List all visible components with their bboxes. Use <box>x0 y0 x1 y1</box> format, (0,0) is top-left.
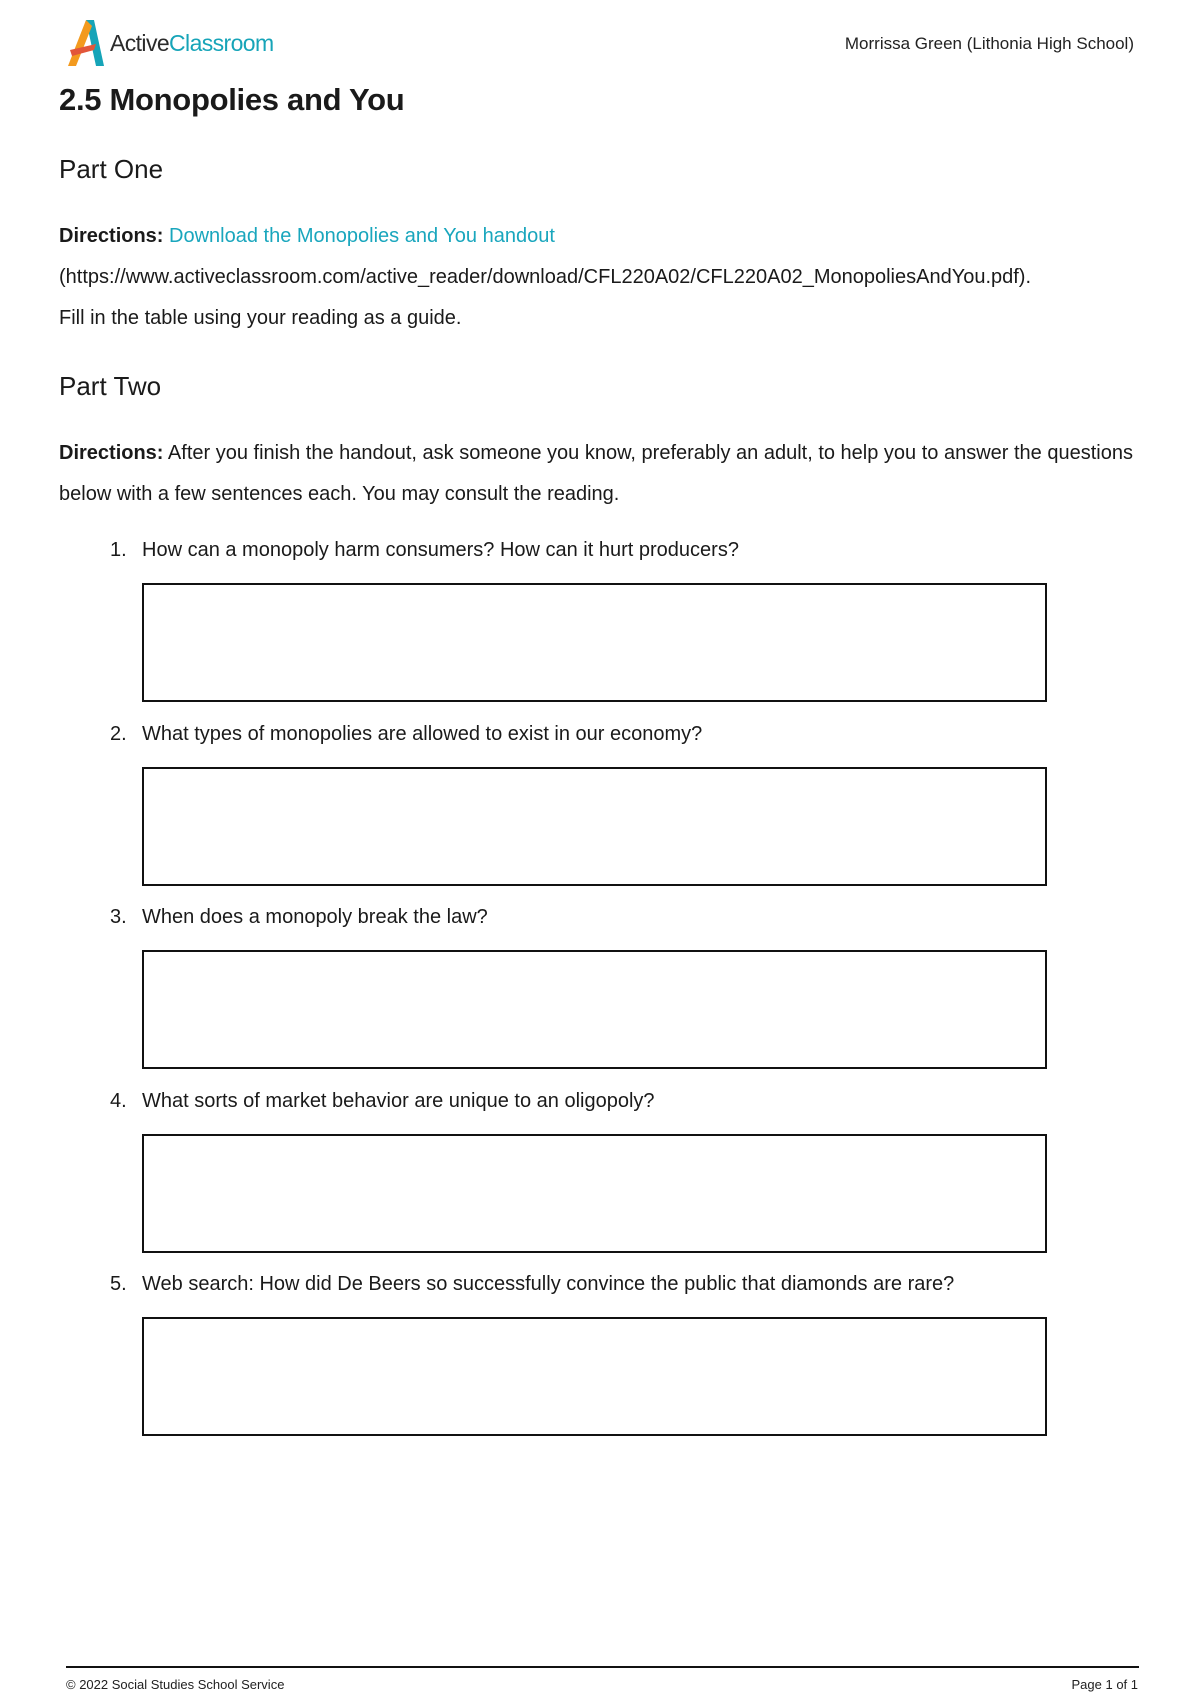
page-header <box>0 0 1200 80</box>
question-text: What types of monopolies are allowed to exist in our economy? <box>142 723 703 745</box>
directions-label: Directions: <box>59 225 164 247</box>
part-one-instruction: Fill in the table using your reading as a guide. <box>59 307 462 329</box>
handout-download-link[interactable]: Download the Monopolies and You handout <box>169 225 555 247</box>
answer-box-1[interactable] <box>142 583 1047 702</box>
directions-label: Directions: <box>59 442 164 464</box>
footer-page-number: Page 1 of 1 <box>1071 1677 1138 1692</box>
student-name: Morrissa Green (Lithonia High School) <box>844 34 1134 53</box>
question-1 <box>110 539 739 562</box>
part-two-directions-text: After you finish the handout, ask someone you know, preferably an adult, to help you to answer the questions below with a few sentences each. You may consult the reading. <box>59 442 1133 505</box>
question-text: How can a monopoly harm consumers? How can it hurt producers? <box>142 539 739 561</box>
question-number: 5. <box>110 1273 127 1295</box>
footer-divider <box>66 1666 1139 1668</box>
handout-url: (https://www.activeclassroom.com/active_reader/download/CFL220A02/CFL220A02_MonopoliesAndYou.pdf). <box>59 266 1032 288</box>
part-one-directions <box>59 216 1149 339</box>
question-text: What sorts of market behavior are unique to an oligopoly? <box>142 1090 655 1112</box>
question-number: 3. <box>110 906 127 928</box>
question-2 <box>110 723 702 746</box>
answer-box-2[interactable] <box>142 767 1047 886</box>
answer-box-3[interactable] <box>142 950 1047 1069</box>
answer-box-5[interactable] <box>142 1317 1047 1436</box>
question-5 <box>110 1273 954 1296</box>
question-number: 2. <box>110 723 127 745</box>
logo-word-classroom: Classroom <box>169 29 274 56</box>
question-text: Web search: How did De Beers so successfully convince the public that diamonds are rare? <box>142 1273 955 1295</box>
part-one-heading: Part One <box>59 154 164 184</box>
question-number: 4. <box>110 1090 127 1112</box>
part-two-heading: Part Two <box>59 371 162 401</box>
answer-box-4[interactable] <box>142 1134 1047 1253</box>
footer-copyright: © 2022 Social Studies School Service <box>66 1677 285 1692</box>
page-title: 2.5 Monopolies and You <box>59 82 405 117</box>
logo-mark-icon <box>66 18 106 68</box>
active-classroom-logo[interactable] <box>66 18 274 68</box>
question-text: When does a monopoly break the law? <box>142 906 488 928</box>
logo-word-active: Active <box>110 29 170 56</box>
question-4 <box>110 1090 655 1113</box>
question-3 <box>110 906 488 929</box>
part-two-directions <box>59 433 1149 515</box>
question-number: 1. <box>110 539 127 561</box>
